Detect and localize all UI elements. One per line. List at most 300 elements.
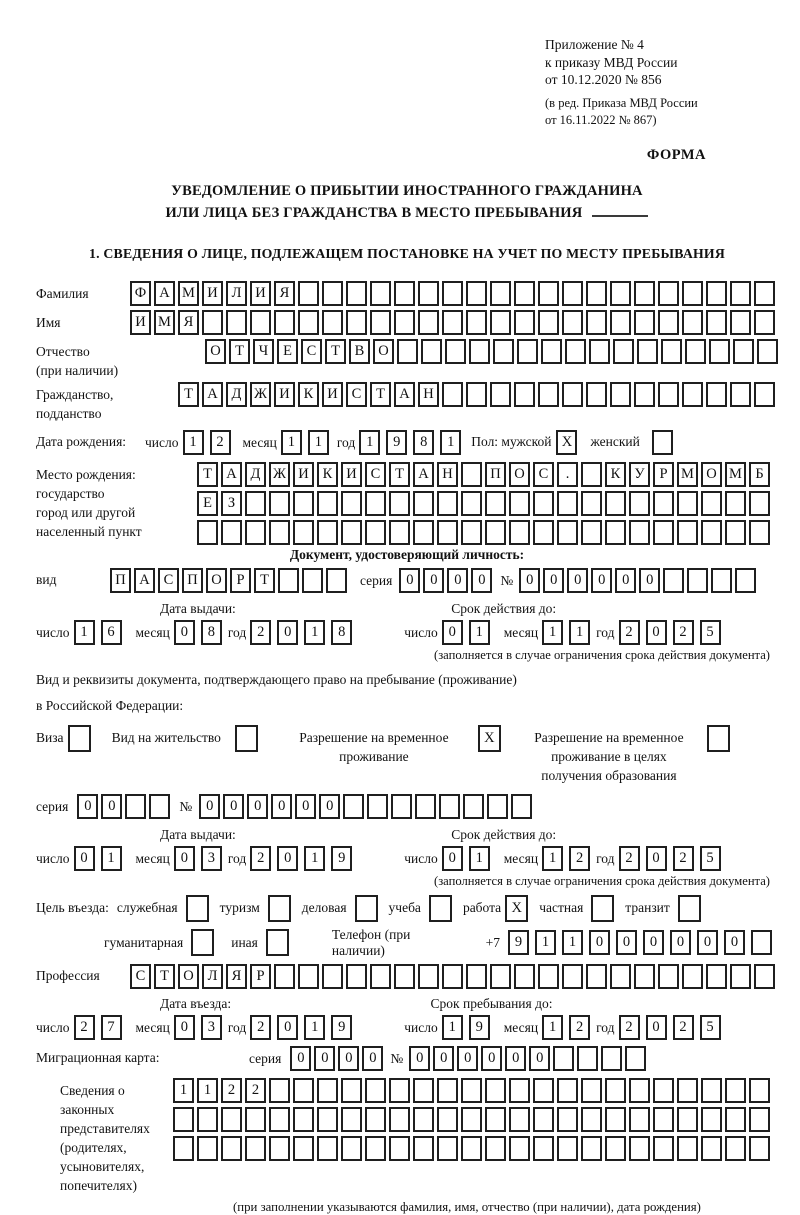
- month-label: месяц: [503, 1019, 539, 1035]
- form-cell: [466, 281, 487, 306]
- form-cell: 0: [174, 1015, 195, 1040]
- form-cell: [634, 310, 655, 335]
- stay-until-caption: Срок пребывания до:: [430, 995, 553, 1011]
- form-cell: [391, 794, 412, 819]
- form-cell: [682, 382, 703, 407]
- form-cell: [418, 310, 439, 335]
- form-cell: [202, 310, 223, 335]
- surname-cells: [130, 281, 778, 306]
- form-cell: [701, 491, 722, 516]
- form-cell: [634, 281, 655, 306]
- doc-kind-cells: [110, 568, 350, 593]
- form-cell: [658, 382, 679, 407]
- form-cell: [389, 491, 410, 516]
- purpose-business-checkbox: [355, 895, 378, 922]
- form-cell: [445, 339, 466, 364]
- form-cell: [701, 1136, 722, 1161]
- form-cell: [221, 1136, 242, 1161]
- form-cell: [509, 520, 530, 545]
- form-cell: 1: [469, 846, 490, 871]
- visa-label: Виза: [36, 729, 64, 745]
- form-cell: 5: [700, 846, 721, 871]
- form-cell: [605, 1136, 626, 1161]
- form-cell: [197, 520, 218, 545]
- purpose-study-checkbox: [429, 895, 452, 922]
- form-cell: 8: [413, 430, 434, 455]
- form-cell: [557, 520, 578, 545]
- form-cell: Т: [154, 964, 175, 989]
- birth-month-cells: [281, 430, 335, 455]
- form-cell: 1: [183, 430, 204, 455]
- form-cell: [754, 382, 775, 407]
- citizenship-label: Гражданство, подданство: [36, 386, 114, 421]
- residence-doc-date-captions: [36, 826, 778, 843]
- form-cell: 2: [221, 1078, 242, 1103]
- form-cell: .: [557, 462, 578, 487]
- representatives-label: Сведения о законных представителях (родителях, усыновителях, попечителях): [60, 1082, 150, 1193]
- form-cell: [461, 1107, 482, 1132]
- form-cell: 5: [700, 1015, 721, 1040]
- form-cell: [461, 1078, 482, 1103]
- form-cell: О: [701, 462, 722, 487]
- form-cell: 0: [277, 1015, 298, 1040]
- form-cell: 0: [277, 846, 298, 871]
- residence-doc-intro1: Вид и реквизиты документа, подтверждающего право на пребывание (проживание): [36, 671, 517, 687]
- form-cell: [293, 491, 314, 516]
- form-cell: [293, 1107, 314, 1132]
- form-cell: 0: [529, 1046, 550, 1071]
- birth-day-label: число: [145, 434, 179, 450]
- header-edit-line: (в ред. Приказа МВД России: [545, 95, 698, 110]
- form-cell: [533, 520, 554, 545]
- form-cell: 0: [670, 930, 691, 955]
- form-cell: [730, 281, 751, 306]
- entry-day-cells: [74, 1015, 128, 1040]
- form-cell: [322, 964, 343, 989]
- doc-number-cells: [519, 568, 759, 593]
- form-cell: [629, 1136, 650, 1161]
- entry-date-captions: [36, 995, 778, 1012]
- surname-label: Фамилия: [36, 285, 89, 301]
- representatives-cells-row3: [173, 1136, 773, 1161]
- header-line: к приказу МВД России: [545, 54, 678, 70]
- birth-place-cells-row3: [197, 520, 773, 545]
- purpose-row1: [36, 895, 778, 922]
- form-cell: С: [158, 568, 179, 593]
- form-cell: [343, 794, 364, 819]
- form-cell: [269, 1107, 290, 1132]
- form-cell: 0: [471, 568, 492, 593]
- form-cell: [442, 964, 463, 989]
- form-cell: [298, 310, 319, 335]
- form-cell: 2: [569, 846, 590, 871]
- form-cell: 1: [562, 930, 583, 955]
- form-cell: Б: [749, 462, 770, 487]
- form-cell: [562, 281, 583, 306]
- form-cell: [682, 310, 703, 335]
- purpose-other-checkbox: [266, 929, 289, 956]
- doc-issue-year-cells: [250, 620, 358, 645]
- rvp-valid-day-cells: [442, 846, 496, 871]
- rvp-number-cells: [199, 794, 535, 819]
- form-cell: [278, 568, 299, 593]
- form-cell: 2: [673, 1015, 694, 1040]
- form-cell: [725, 1136, 746, 1161]
- form-cell: П: [110, 568, 131, 593]
- form-cell: 8: [201, 620, 222, 645]
- form-cell: [221, 520, 242, 545]
- form-cell: О: [205, 339, 226, 364]
- issue-date-caption: Дата выдачи:: [160, 826, 236, 842]
- form-cell: [711, 568, 732, 593]
- form-cell: [437, 491, 458, 516]
- year-label: год: [596, 850, 615, 866]
- profession-cells: [130, 964, 778, 989]
- form-cell: [437, 1107, 458, 1132]
- form-cell: [298, 964, 319, 989]
- form-cell: 0: [314, 1046, 335, 1071]
- birth-day-cells: [183, 430, 237, 455]
- form-cell: 0: [567, 568, 588, 593]
- purpose-private-checkbox: [591, 895, 614, 922]
- form-cell: 0: [724, 930, 745, 955]
- stay-month-cells: [542, 1015, 596, 1040]
- form-cell: [326, 568, 347, 593]
- form-cell: [562, 310, 583, 335]
- form-cell: [653, 491, 674, 516]
- valid-until-caption: Срок действия до:: [451, 600, 557, 616]
- form-cell: [442, 310, 463, 335]
- form-cell: [341, 491, 362, 516]
- form-cell: [751, 930, 772, 955]
- form-cell: [439, 794, 460, 819]
- birth-month-label: месяц: [242, 434, 277, 450]
- form-cell: Т: [178, 382, 199, 407]
- form-cell: [413, 1107, 434, 1132]
- header-line: Приложение № 4: [545, 37, 644, 52]
- form-cell: [317, 1136, 338, 1161]
- form-cell: Н: [418, 382, 439, 407]
- mc-number-label: №: [390, 1050, 404, 1066]
- form-cell: [701, 520, 722, 545]
- form-cell: 0: [646, 846, 667, 871]
- form-cell: М: [154, 310, 175, 335]
- form-cell: [706, 964, 727, 989]
- form-cell: 0: [442, 620, 463, 645]
- form-cell: [610, 281, 631, 306]
- form-cell: З: [221, 491, 242, 516]
- form-cell: 1: [173, 1078, 194, 1103]
- form-cell: 1: [542, 846, 563, 871]
- form-cell: 0: [101, 794, 122, 819]
- form-cell: [757, 339, 778, 364]
- form-cell: Т: [254, 568, 275, 593]
- form-cell: [586, 281, 607, 306]
- form-cell: 0: [223, 794, 244, 819]
- form-cell: 0: [589, 930, 610, 955]
- form-cell: 0: [447, 568, 468, 593]
- form-cell: 0: [74, 846, 95, 871]
- rvp-issue-day-cells: [74, 846, 128, 871]
- citizenship-row: [36, 382, 778, 423]
- purpose-row2: [36, 927, 778, 959]
- form-cell: [557, 1136, 578, 1161]
- form-cell: 1: [535, 930, 556, 955]
- doc-number-label: №: [500, 572, 514, 588]
- name-cells: [130, 310, 778, 335]
- form-cell: Р: [230, 568, 251, 593]
- birth-date-row: [36, 429, 778, 456]
- form-cell: Д: [226, 382, 247, 407]
- form-cell: А: [202, 382, 223, 407]
- form-cell: [725, 1107, 746, 1132]
- form-cell: И: [130, 310, 151, 335]
- form-cell: [341, 1136, 362, 1161]
- form-cell: [661, 339, 682, 364]
- form-cell: Ж: [250, 382, 271, 407]
- form-cell: К: [317, 462, 338, 487]
- doc-issue-month-cells: [174, 620, 228, 645]
- form-cell: [346, 281, 367, 306]
- entry-month-cells: [174, 1015, 228, 1040]
- sex-female-checkbox: [652, 430, 673, 455]
- form-cell: [367, 794, 388, 819]
- residence-permit-label: Вид на жительство: [111, 729, 221, 745]
- mc-series-label: серия: [249, 1050, 282, 1066]
- form-cell: О: [178, 964, 199, 989]
- form-cell: [461, 491, 482, 516]
- form-cell: [562, 964, 583, 989]
- header-reference-block: [545, 36, 778, 129]
- form-cell: [701, 1107, 722, 1132]
- form-cell: [629, 1078, 650, 1103]
- form-cell: [514, 964, 535, 989]
- form-cell: [365, 1107, 386, 1132]
- form-cell: Л: [226, 281, 247, 306]
- form-cell: [269, 491, 290, 516]
- form-cell: 3: [201, 846, 222, 871]
- form-cell: [562, 382, 583, 407]
- form-cell: [365, 491, 386, 516]
- form-cell: [586, 310, 607, 335]
- form-cell: 6: [101, 620, 122, 645]
- form-cell: [365, 1078, 386, 1103]
- form-cell: [413, 520, 434, 545]
- form-cell: [658, 310, 679, 335]
- form-cell: 1: [304, 846, 325, 871]
- representatives-cells-row2: [173, 1107, 773, 1132]
- form-cell: [302, 568, 323, 593]
- form-cell: 0: [433, 1046, 454, 1071]
- form-cell: [485, 491, 506, 516]
- form-cell: [565, 339, 586, 364]
- form-cell: [709, 339, 730, 364]
- form-cell: [487, 794, 508, 819]
- form-cell: [577, 1046, 598, 1071]
- form-cell: [149, 794, 170, 819]
- form-cell: [533, 1078, 554, 1103]
- name-row: [36, 310, 778, 335]
- representatives-note: (при заполнении указываются фамилия, имя, отчество (при наличии), дата рождения): [233, 1199, 701, 1214]
- form-cell: [658, 281, 679, 306]
- form-cell: [634, 964, 655, 989]
- form-cell: 0: [174, 846, 195, 871]
- form-cell: [394, 281, 415, 306]
- form-cell: 1: [281, 430, 302, 455]
- form-cell: [749, 1136, 770, 1161]
- form-cell: С: [533, 462, 554, 487]
- purpose-option-label: деловая: [301, 900, 347, 915]
- form-cell: [509, 491, 530, 516]
- form-cell: [533, 1136, 554, 1161]
- form-cell: Я: [178, 310, 199, 335]
- form-cell: [581, 462, 602, 487]
- migration-card-row: [36, 1045, 778, 1072]
- form-cell: [749, 520, 770, 545]
- form-cell: Е: [197, 491, 218, 516]
- form-cell: [370, 281, 391, 306]
- form-cell: 1: [542, 620, 563, 645]
- form-cell: [466, 310, 487, 335]
- title-blank-line: [592, 202, 648, 217]
- day-label: число: [36, 1019, 70, 1035]
- form-cell: [466, 382, 487, 407]
- form-cell: [437, 520, 458, 545]
- form-cell: [677, 520, 698, 545]
- form-cell: А: [221, 462, 242, 487]
- form-cell: [269, 520, 290, 545]
- form-cell: Т: [325, 339, 346, 364]
- month-label: месяц: [135, 850, 170, 866]
- form-cell: [514, 281, 535, 306]
- form-cell: [653, 520, 674, 545]
- form-cell: 0: [319, 794, 340, 819]
- form-cell: [298, 281, 319, 306]
- form-cell: [725, 491, 746, 516]
- form-cell: [485, 1078, 506, 1103]
- month-label: месяц: [503, 850, 539, 866]
- form-cell: 0: [174, 620, 195, 645]
- form-cell: [509, 1136, 530, 1161]
- purpose-option-label: гуманитарная: [104, 934, 184, 950]
- form-cell: [557, 1078, 578, 1103]
- form-cell: [173, 1107, 194, 1132]
- temp-residence-edu-label: Разрешение на временное проживание в целях получения образования: [534, 729, 684, 783]
- form-cell: [682, 281, 703, 306]
- form-cell: [605, 1078, 626, 1103]
- form-cell: И: [274, 382, 295, 407]
- residence-doc-dates-row: [36, 845, 778, 872]
- form-cell: [541, 339, 562, 364]
- form-cell: 0: [277, 620, 298, 645]
- form-cell: 1: [442, 1015, 463, 1040]
- form-cell: А: [413, 462, 434, 487]
- doc-series-label: серия: [360, 572, 393, 588]
- form-cell: [725, 520, 746, 545]
- form-cell: 2: [673, 620, 694, 645]
- temp-residence-edu-checkbox: [707, 725, 730, 752]
- day-label: число: [404, 624, 438, 640]
- form-cell: 9: [386, 430, 407, 455]
- stay-year-cells: [619, 1015, 727, 1040]
- form-cell: [389, 1136, 410, 1161]
- form-cell: [677, 491, 698, 516]
- form-cell: [437, 1136, 458, 1161]
- form-cell: [701, 1078, 722, 1103]
- form-cell: [509, 1107, 530, 1132]
- form-cell: [442, 382, 463, 407]
- form-cell: [485, 1107, 506, 1132]
- form-cell: [463, 794, 484, 819]
- form-cell: 2: [210, 430, 231, 455]
- form-cell: 2: [250, 846, 271, 871]
- form-cell: [533, 1107, 554, 1132]
- form-cell: [749, 1107, 770, 1132]
- form-cell: 2: [619, 1015, 640, 1040]
- form-cell: [653, 1136, 674, 1161]
- profession-row: [36, 964, 778, 989]
- doc-valid-year-cells: [619, 620, 727, 645]
- section1-heading: 1. СВЕДЕНИЯ О ЛИЦЕ, ПОДЛЕЖАЩЕМ ПОСТАНОВКЕ НА УЧЕТ ПО МЕСТУ ПРЕБЫВАНИЯ: [88, 245, 726, 261]
- birth-place-cells-row1: [197, 462, 773, 487]
- form-cell: [581, 491, 602, 516]
- form-cell: [317, 1078, 338, 1103]
- form-cell: 1: [440, 430, 461, 455]
- form-cell: Я: [226, 964, 247, 989]
- day-label: число: [404, 850, 438, 866]
- phone-prefix: +7: [485, 934, 500, 950]
- form-cell: 0: [271, 794, 292, 819]
- temp-residence-label: Разрешение на временное проживание: [299, 729, 449, 764]
- form-cell: [365, 520, 386, 545]
- form-cell: [250, 310, 271, 335]
- form-cell: 0: [697, 930, 718, 955]
- phone-cells: [508, 930, 778, 955]
- form-cell: [538, 964, 559, 989]
- profession-label: Профессия: [36, 968, 100, 983]
- valid-until-caption: Срок действия до:: [451, 826, 557, 842]
- form-cell: [245, 520, 266, 545]
- form-cell: [413, 1136, 434, 1161]
- form-cell: [663, 568, 684, 593]
- form-cell: 9: [331, 846, 352, 871]
- form-cell: [493, 339, 514, 364]
- purpose-option-label: транзит: [625, 900, 670, 915]
- form-cell: [735, 568, 756, 593]
- form-cell: [346, 310, 367, 335]
- form-cell: [610, 382, 631, 407]
- month-label: месяц: [135, 1019, 170, 1035]
- form-cell: 0: [247, 794, 268, 819]
- form-cell: [370, 310, 391, 335]
- form-cell: [706, 281, 727, 306]
- form-cell: [749, 1078, 770, 1103]
- form-cell: К: [298, 382, 319, 407]
- form-cell: 0: [457, 1046, 478, 1071]
- representatives-row: [36, 1078, 778, 1195]
- form-cell: [245, 1107, 266, 1132]
- rvp-valid-month-cells: [542, 846, 596, 871]
- form-cell: [461, 520, 482, 545]
- purpose-tourism-checkbox: [268, 895, 291, 922]
- form-cell: [125, 794, 146, 819]
- phone-label: Телефон (при наличии): [331, 926, 411, 958]
- form-cell: [274, 964, 295, 989]
- form-cell: 9: [331, 1015, 352, 1040]
- form-cell: [754, 281, 775, 306]
- header-line: от 10.12.2020 № 856: [545, 72, 662, 87]
- form-cell: С: [301, 339, 322, 364]
